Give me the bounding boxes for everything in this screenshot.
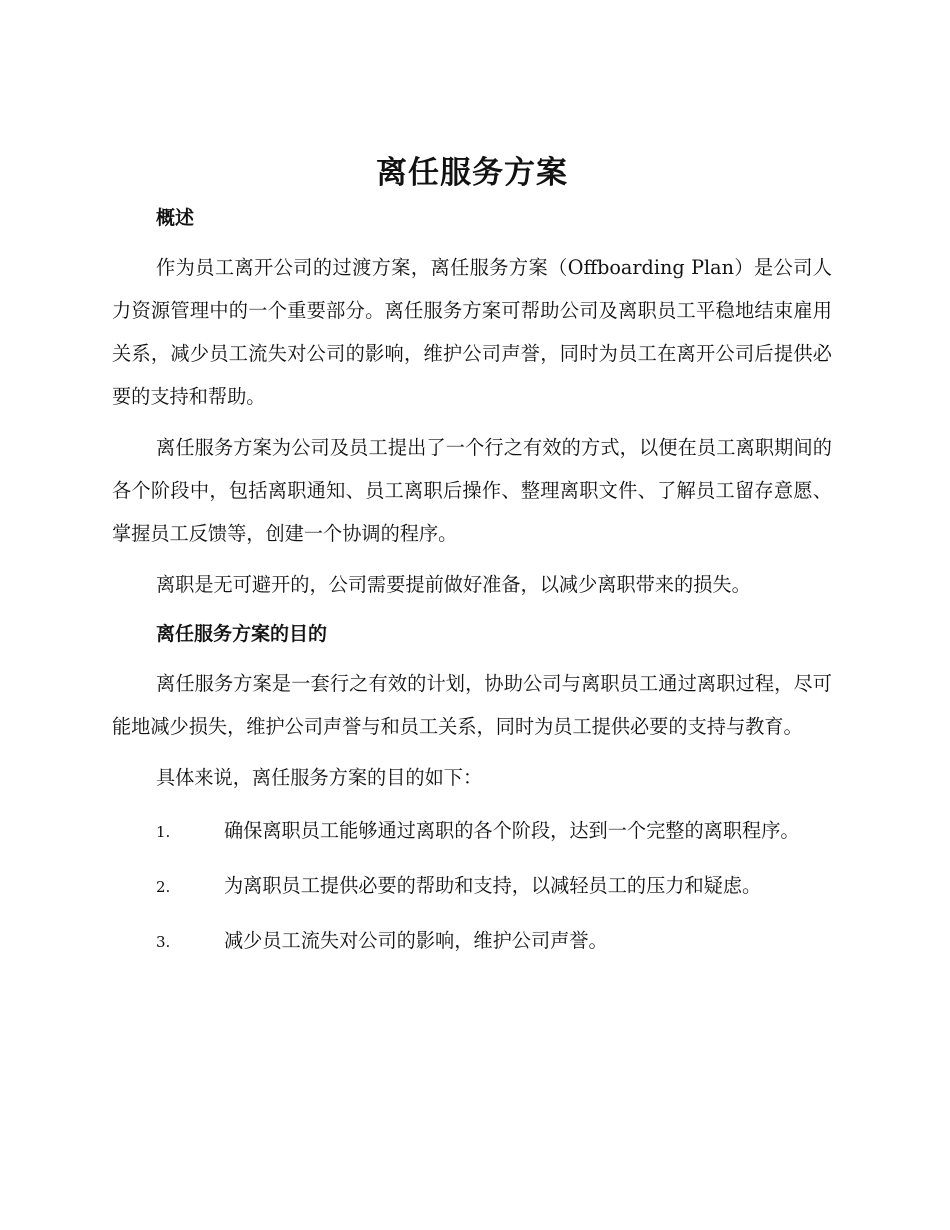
list-item [112,919,832,964]
list-item-text: 为离职员工提供必要的帮助和支持，以减轻员工的压力和疑虑。 [224,874,762,897]
list-item-number: 1. [156,823,171,841]
paragraph: 离任服务方案是一套行之有效的计划，协助公司与离职员工通过离职过程，尽可能地减少损失，维护公司声誉与和员工关系，同时为员工提供必要的支持与教育。 [112,672,832,738]
document-title: 离任服务方案 [376,155,568,191]
paragraph: 具体来说，离任服务方案的目的如下： [156,766,483,789]
paragraph: 离任服务方案为公司及员工提出了一个行之有效的方式，以便在员工离职期间的各个阶段中，包括离职通知、员工离职后操作、整理离职文件、了解员工留存意愿、掌握员工反馈等，创建一个协调的程序。 [112,436,832,545]
list-item-text: 减少员工流失对公司的影响，维护公司声誉。 [224,929,608,952]
list-item-number: 2. [156,878,171,896]
list-item-number: 3. [156,933,171,951]
paragraph: 离职是无可避开的，公司需要提前做好准备，以减少离职带来的损失。 [156,573,751,596]
list-item [112,809,832,854]
document-page [112,150,832,964]
list-item [112,864,832,909]
list-item-text: 确保离职员工能够通过离职的各个阶段，达到一个完整的离职程序。 [224,819,800,842]
section-heading-overview: 概述 [156,207,195,229]
paragraph: 作为员工离开公司的过渡方案，离任服务方案（Offboarding Plan）是公司人力资源管理中的一个重要部分。离任服务方案可帮助公司及离职员工平稳地结束雇用关系，减少员工流失对公司的影响，维护公司声誉，同时为员工在离开公司后提供必要的支持和帮助。 [112,256,832,408]
section-heading-purpose: 离任服务方案的目的 [156,623,328,645]
